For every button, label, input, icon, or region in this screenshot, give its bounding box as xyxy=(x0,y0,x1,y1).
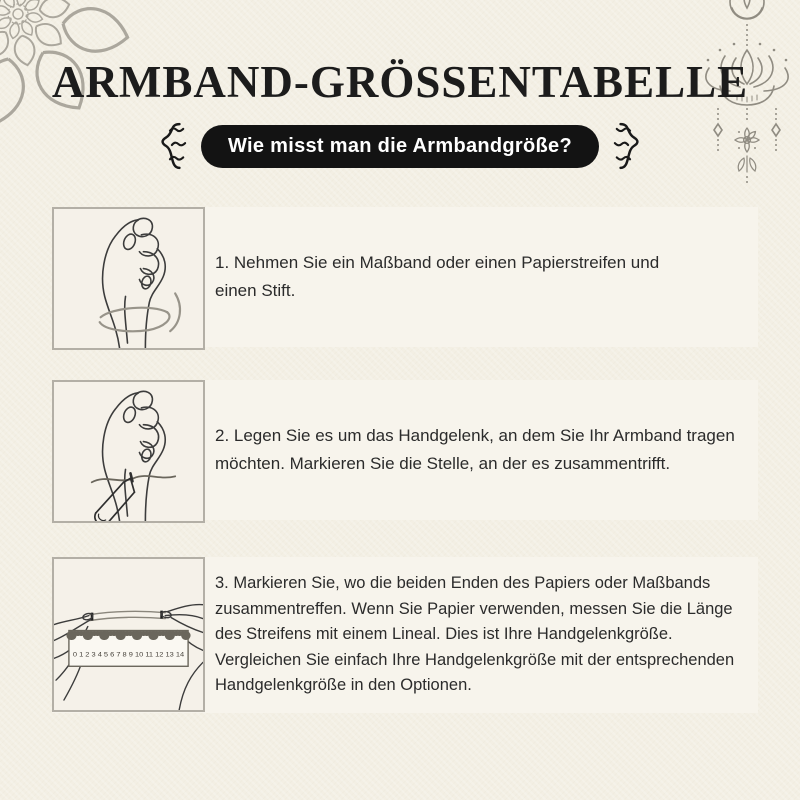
step-1-illustration-box xyxy=(52,207,205,350)
step-row-1 xyxy=(52,207,758,347)
step-row-2 xyxy=(52,380,758,520)
curly-flourish-left-icon xyxy=(150,120,188,172)
step-1-text: 1. Nehmen Sie ein Maßband oder einen Papierstreifen und einen Stift. xyxy=(215,253,660,300)
hand-with-string-loop-icon xyxy=(54,209,203,348)
curly-flourish-right-icon xyxy=(612,120,650,172)
step-3-illustration-box xyxy=(52,557,205,712)
step-row-3 xyxy=(52,557,758,713)
step-2-illustration-box xyxy=(52,380,205,523)
hands-measuring-with-ruler-icon xyxy=(54,559,203,710)
step-2-text: 2. Legen Sie es um das Handgelenk, an dem Sie Ihr Armband tragen möchten. Markieren Sie die Stelle, an der es zusammentrifft. xyxy=(215,426,735,473)
step-3-text: 3. Markieren Sie, wo die beiden Enden des Papiers oder Maßbands zusammentreffen. Wenn Sie Papier verwenden, messen Sie die Länge des Streifens mit einem Lineal. Dies ist Ihre Handgelenkgröße. Vergleichen Sie einfach Ihre Handgelenkgröße mit der entsprechenden Handgelenkgröße in den Optionen. xyxy=(215,574,735,695)
subtitle-badge: Wie misst man die Armbandgröße? xyxy=(201,125,599,168)
subtitle-badge-row xyxy=(0,120,800,172)
ruler-numbers: 0 1 2 3 4 5 6 7 8 9 10 11 12 13 14 xyxy=(72,651,185,659)
hand-with-pencil-marking-icon xyxy=(54,382,203,521)
page-title: ARMBAND-GRÖSSENTABELLE xyxy=(51,57,749,107)
